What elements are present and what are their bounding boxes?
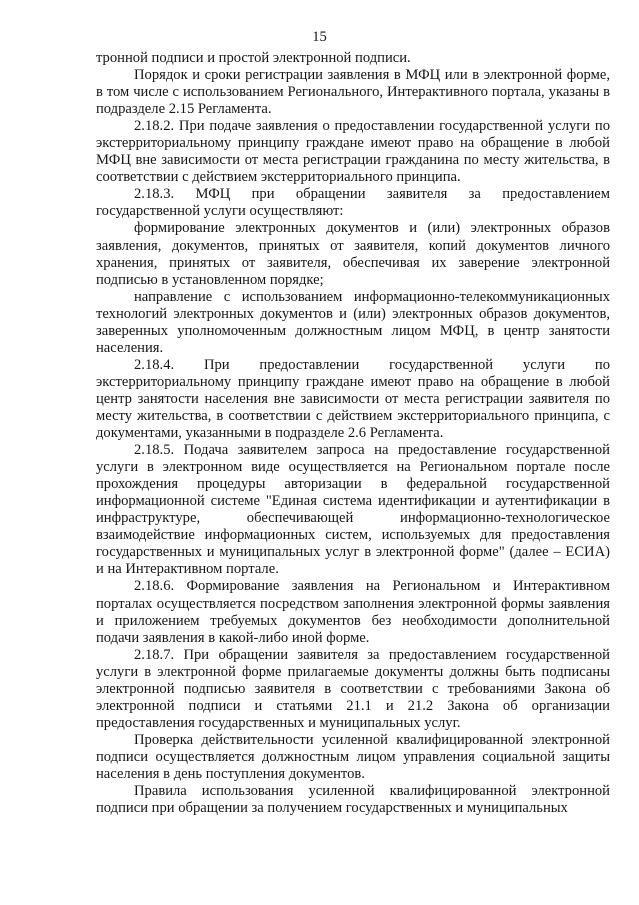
page-body (96, 50, 610, 817)
paragraph: 2.18.7. При обращении заявителя за предоставлением государственной услуги в электронной форме прилагаемые документы должны быть подписаны электронной подписью заявителя в соответствии с требованиями Закона об электронной подписи и статьями 21.1 и 21.2 Закона об организации предоставления государственных и муниципальных услуг. (96, 646, 610, 731)
paragraph: формирование электронных документов и (или) электронных образов заявления, документов, принятых от заявителя, копий документов личного хранения, принятых от заявителя, обеспечивая их заверение электронной подписью в установленном порядке; (96, 220, 610, 288)
paragraph: Проверка действительности усиленной квалифицированной электронной подписи осуществляется должностным лицом управления социальной защиты населения в день поступления документов. (96, 731, 610, 782)
paragraph: 2.18.6. Формирование заявления на Региональном и Интерактивном порталах осуществляется посредством заполнения электронной формы заявления и приложением требуемых документов без необходимости дополнительной подачи заявления в какой-либо иной форме. (96, 578, 610, 646)
paragraph: 2.18.3. МФЦ при обращении заявителя за предоставлением государственной услуги осуществляют: (96, 186, 610, 220)
paragraph: 2.18.4. При предоставлении государственной услуги по экстерриториальному принципу граждане имеют право на обращение в любой центр занятости населения вне зависимости от места регистрации заявителя по месту жительства, в соответствии с действием экстерриториального принципа, с документами, указанными в подразделе 2.6 Регламента. (96, 356, 610, 442)
paragraph: направление с использованием информационно-телекоммуникационных технологий электронных документов и (или) электронных образов документов, заверенных уполномоченным должностным лицом МФЦ, в центр занятости населения. (96, 288, 610, 356)
paragraph: Порядок и сроки регистрации заявления в МФЦ или в электронной форме, в том числе с использованием Регионального, Интерактивного портала, указаны в подразделе 2.15 Регламента. (96, 67, 610, 118)
paragraph: 2.18.2. При подаче заявления о предоставлении государственной услуги по экстерриториальному принципу граждане имеют право на обращение в любой МФЦ вне зависимости от места регистрации гражданина по месту жительства, в соответствии с действием экстерриториального принципа. (96, 118, 610, 186)
page-number: 15 (312, 29, 327, 45)
paragraph: Правила использования усиленной квалифицированной электронной подписи при обращении за получением государственных и муниципальных (96, 783, 610, 817)
paragraph: 2.18.5. Подача заявителем запроса на предоставление государственной услуги в электронном виде осуществляется на Региональном портале после прохождения процедуры авторизации в федеральной государственной информационной системе "Единая система идентификации и аутентификации в инфраструктуре, обеспечивающей информационно-технологическое взаимодействие информационных систем, используемых для предоставления государственных и муниципальных услуг в электронной форме" (далее – ЕСИА) и на Интерактивном портале. (96, 442, 610, 578)
paragraph: тронной подписи и простой электронной подписи. (96, 50, 411, 66)
